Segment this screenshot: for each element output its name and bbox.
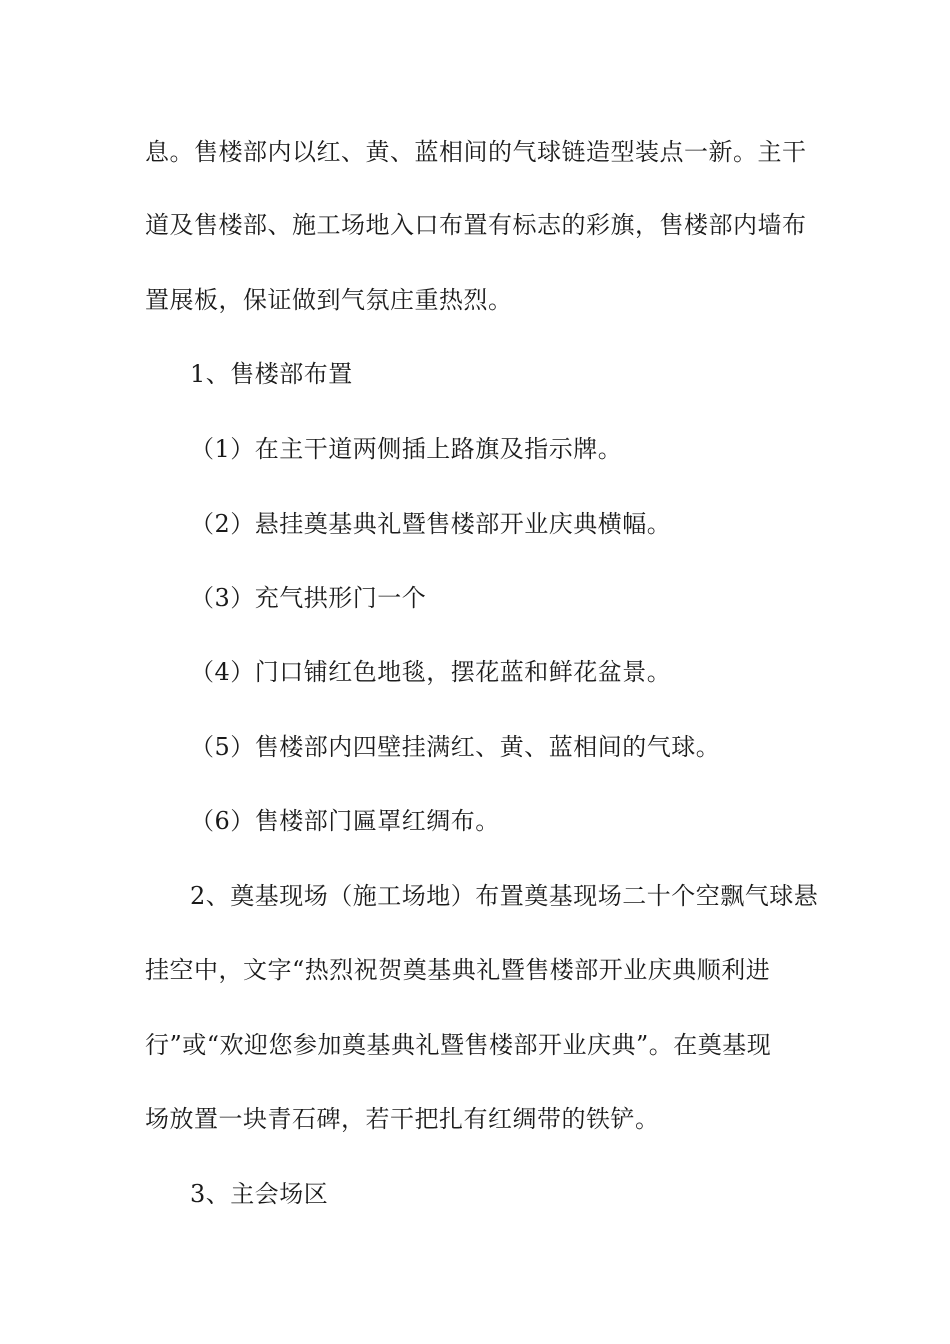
list-item: （6）售楼部门匾罩红绸布。 <box>190 807 500 835</box>
section-heading: 1、售楼部布置 <box>190 360 353 388</box>
list-item: （2）悬挂奠基典礼暨售楼部开业庆典横幅。 <box>190 510 672 538</box>
section-heading: 3、主会场区 <box>190 1180 329 1208</box>
paragraph-line: 道及售楼部、施工场地入口布置有标志的彩旗，售楼部内墙布 <box>145 211 807 239</box>
list-item: （1）在主干道两侧插上路旗及指示牌。 <box>190 435 623 463</box>
paragraph-line: 置展板，保证做到气氛庄重热烈。 <box>145 286 513 314</box>
paragraph-line: 场放置一块青石碑，若干把扎有红绸带的铁铲。 <box>145 1105 660 1133</box>
list-item: （5）售楼部内四壁挂满红、黄、蓝相间的气球。 <box>190 733 721 761</box>
list-item: （4）门口铺红色地毯，摆花蓝和鲜花盆景。 <box>190 658 672 686</box>
list-item: （3）充气拱形门一个 <box>190 584 427 612</box>
paragraph-line: 挂空中，文字“热烈祝贺奠基典礼暨售楼部开业庆典顺利进 <box>145 956 771 984</box>
paragraph-line: 行”或“欢迎您参加奠基典礼暨售楼部开业庆典”。在奠基现 <box>145 1031 772 1059</box>
paragraph-line: 息。售楼部内以红、黄、蓝相间的气球链造型装点一新。主干 <box>145 138 807 166</box>
section-heading: 2、奠基现场（施工场地）布置奠基现场二十个空飘气球悬 <box>190 882 819 910</box>
